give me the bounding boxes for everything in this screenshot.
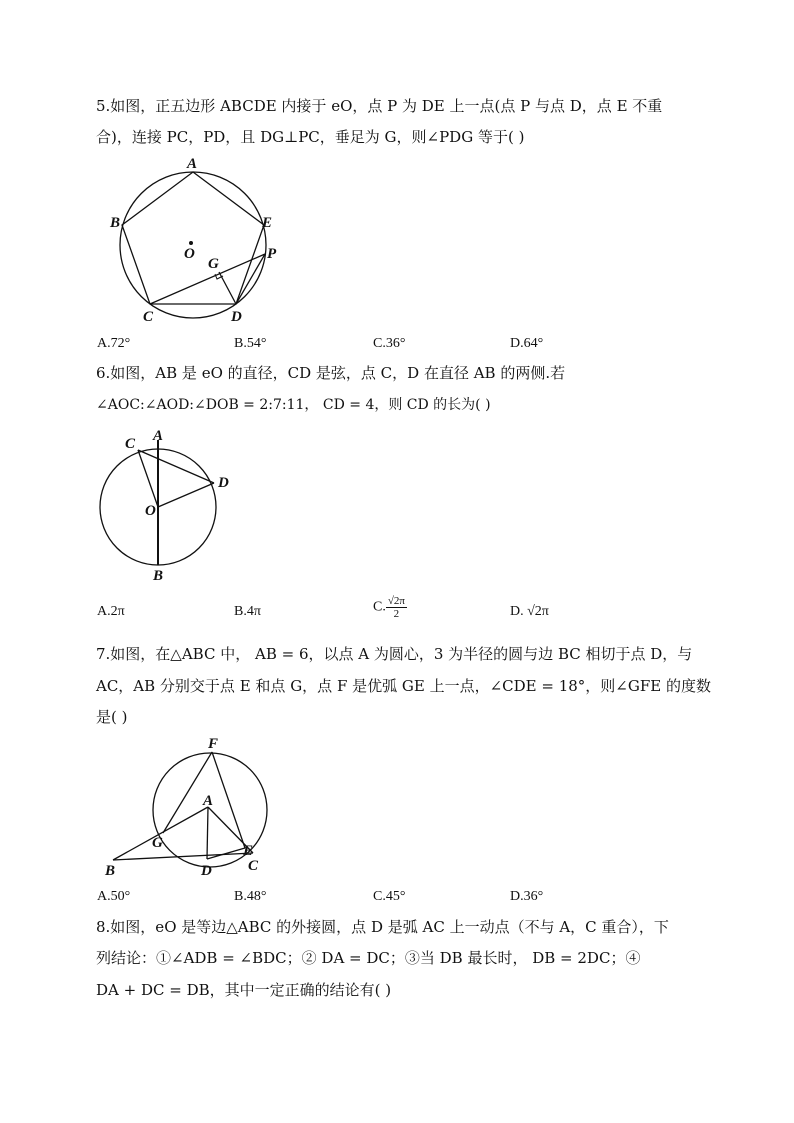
q7-stem-line2: AC，AB 分别交于点 E 和点 G，点 F 是优弧 GE 上一点，∠CDE = 18°，则∠GFE 的度数 — [96, 677, 711, 695]
q8-stem-line2: 列结论：①∠ADB = ∠BDC；② DA = DC；③当 DB 最长时， DB = 2DC；④ — [96, 949, 641, 967]
q6-label-C: C — [125, 436, 136, 452]
q5-center-dot — [189, 241, 193, 245]
q6-option-c — [373, 595, 407, 620]
q6-option-c-denominator: 2 — [393, 608, 400, 620]
q6-option-a: A.2π — [97, 604, 125, 619]
q7-label-C: C — [248, 858, 259, 874]
q6-option-c-prefix: C. — [373, 599, 386, 615]
q7-option-b: B.48° — [234, 889, 267, 904]
q5-option-c: C.36° — [373, 336, 406, 351]
q6-option-b: B.4π — [234, 604, 261, 619]
q7-label-G: G — [152, 835, 163, 851]
q5-stem-line1: 5.如图，正五边形 ABCDE 内接于 eO，点 P 为 DE 上一点(点 P 与点 D，点 E 不重 — [96, 97, 663, 115]
q5-label-A: A — [187, 156, 198, 172]
q6-label-B: B — [153, 568, 164, 584]
q6-label-O: O — [145, 503, 156, 519]
q8-stem-line3: DA + DC = DB，其中一定正确的结论有( ) — [96, 981, 392, 999]
q5-label-G: G — [208, 256, 219, 272]
q5-option-a: A.72° — [97, 336, 131, 351]
q6-label-D: D — [218, 475, 229, 491]
q5-option-b: B.54° — [234, 336, 267, 351]
q6-line-OD — [158, 483, 214, 507]
q6-chord-CD — [138, 450, 214, 483]
q7-option-d: D.36° — [510, 889, 544, 904]
q5-option-d: D.64° — [510, 336, 544, 351]
q6-line-OC — [138, 450, 158, 507]
q7-stem-line1: 7.如图，在△ABC 中， AB = 6，以点 A 为圆心，3 为半径的圆与边 BC 相切于点 D，与 — [96, 645, 693, 663]
q6-option-c-numerator: √2π — [387, 595, 405, 607]
q5-label-D: D — [231, 309, 242, 325]
q8-stem-line1: 8.如图，eO 是等边△ABC 的外接圆，点 D 是弧 AC 上一动点（不与 A，C 重合），下 — [96, 918, 669, 936]
q7-label-A: A — [203, 793, 214, 809]
q6-option-d: D. √2π — [510, 604, 549, 619]
q6-stem-line1: 6.如图，AB 是 eO 的直径，CD 是弦，点 C，D 在直径 AB 的两侧.若 — [96, 364, 566, 382]
q7-stem-line3: 是( ) — [96, 708, 128, 726]
q7-option-c: C.45° — [373, 889, 406, 904]
q5-figure — [100, 155, 290, 330]
q5-label-P: P — [267, 246, 277, 262]
q6-stem-line2: ∠AOC:∠AOD:∠DOB = 2:7:11， CD = 4，则 CD 的长为( ) — [96, 397, 491, 413]
q7-side-BC — [113, 853, 253, 860]
q6-label-A: A — [153, 428, 164, 444]
q5-label-B: B — [110, 215, 121, 231]
q5-label-O: O — [184, 246, 195, 262]
q5-circle — [120, 172, 266, 318]
q7-line-AD — [207, 807, 208, 859]
q7-label-E: E — [243, 843, 254, 859]
q5-label-E: E — [262, 215, 273, 231]
q7-side-AB — [113, 807, 208, 860]
q5-stem-line2: 合)，连接 PC，PD，且 DG⊥PC，垂足为 G，则∠PDG 等于( ) — [96, 128, 525, 146]
q5-label-C: C — [143, 309, 154, 325]
q6-figure — [95, 425, 245, 585]
q7-option-a: A.50° — [97, 889, 131, 904]
q7-label-F: F — [208, 736, 219, 752]
q7-label-B: B — [105, 863, 116, 879]
q7-label-D: D — [201, 863, 212, 879]
q7-line-FE — [212, 752, 245, 848]
q6-option-c-fraction — [386, 595, 407, 620]
q7-figure — [100, 735, 290, 880]
